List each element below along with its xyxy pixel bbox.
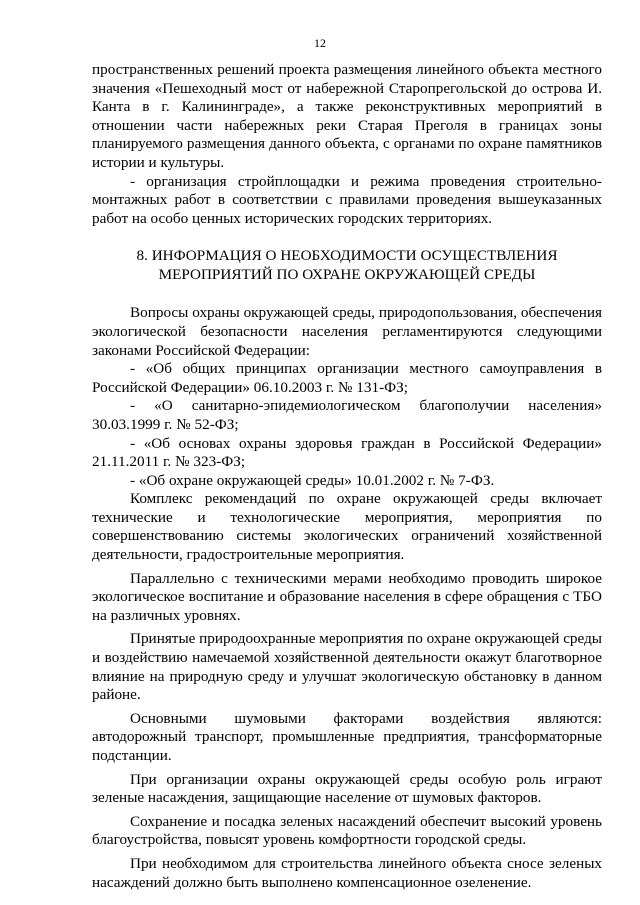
law-item-323fz: - «Об основах охраны здоровья граждан в Российской Федерации» 21.11.2011 г. № 323-ФЗ; xyxy=(92,434,602,471)
green-preservation-paragraph: Сохранение и посадка зеленых насаждений обеспечит высокий уровень благоустройства, повысят уровень комфортности городской среды. xyxy=(92,812,602,849)
site-organization-bullet: - организация стройплощадки и режима проведения строительно-монтажных работ в соответствии с правилами проведения вышеуказанных работ на особо ценных исторических городских территориях. xyxy=(92,172,602,227)
green-role-paragraph: При организации охраны окружающей среды особую роль играют зеленые насаждения, защищающие население от шумовых факторов. xyxy=(92,770,602,807)
intro-continuation-paragraph: пространственных решений проекта размещения линейного объекта местного значения «Пешеходный мост от набережной Старопрегольской до острова И. Канта в г. Калининграде», а также реконструктивных мероприятий в отношении части набережных реки Старая Преголя в границах зоны планируемого размещения данного объекта, с органами по охране памятников истории и культуры. xyxy=(92,61,602,171)
law-item-7fz: - «Об охране окружающей среды» 10.01.2002 г. № 7-ФЗ. xyxy=(130,471,495,489)
section-heading-line-2: МЕРОПРИЯТИЙ ПО ОХРАНЕ ОКРУЖАЮЩЕЙ СРЕДЫ xyxy=(158,266,536,284)
document-body xyxy=(92,61,602,897)
section-heading xyxy=(92,246,602,284)
measures-effect-paragraph: Принятые природоохранные мероприятия по охране окружающей среды и воздействию намечаемой хозяйственной деятельности окажут благотворное влияние на природную среду и улучшат экологическую обстановку в данном районе. xyxy=(92,630,602,704)
section-heading-line-1: 8. ИНФОРМАЦИЯ О НЕОБХОДИМОСТИ ОСУЩЕСТВЛЕНИЯ xyxy=(136,247,558,265)
law-item-52fz: - «О санитарно-эпидемиологическом благополучии населения» 30.03.1999 г. № 52-ФЗ; xyxy=(92,397,602,433)
recommendations-paragraph: Комплекс рекомендаций по охране окружающей среды включает технические и технологические мероприятия, мероприятия по совершенствованию системы экологических ограничений хозяйственной деятельности, градостроительные мероприятия. xyxy=(92,490,602,564)
compensation-greening-paragraph: При необходимом для строительства линейного объекта сносе зеленых насаждений должно быть выполнено компенсационное озеленение. xyxy=(92,854,602,891)
education-paragraph: Параллельно с техническими мерами необходимо проводить широкое экологическое воспитание и образование населения в сфере обращения с ТБО на различных уровнях. xyxy=(92,569,602,624)
noise-factors-paragraph: Основными шумовыми факторами воздействия являются: автодорожный транспорт, промышленные предприятия, трансформаторные подстанции. xyxy=(92,709,602,764)
laws-intro-paragraph: Вопросы охраны окружающей среды, природопользования, обеспечения экологической безопасности населения регламентируются следующими законами Российской Федерации: xyxy=(92,304,602,359)
page-number: 12 xyxy=(314,36,326,50)
law-item-131fz: - «Об общих принципах организации местного самоуправления в Российской Федерации» 06.10.2003 г. № 131-ФЗ; xyxy=(92,360,602,396)
